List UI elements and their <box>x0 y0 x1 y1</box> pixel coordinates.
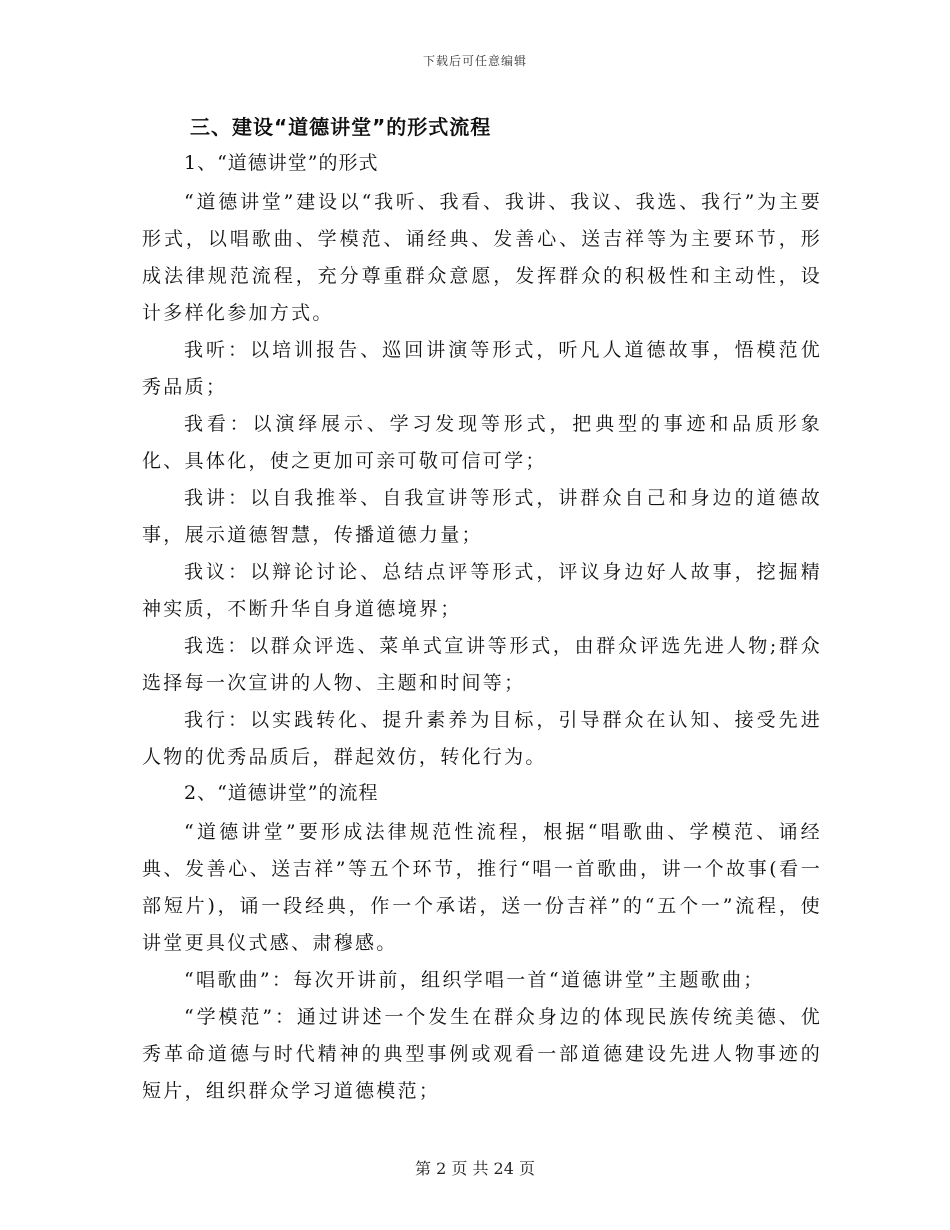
page-footer: 第 2 页 共 24 页 <box>415 1159 535 1178</box>
section2-title: 2、“道德讲堂”的流程 <box>184 782 379 804</box>
paragraph: “道德讲堂”要形成法律规范性流程，根据“唱歌曲、学模范、诵经典、发善心、送吉祥”等五个环节，推行“唱一首歌曲，讲一个故事(看一部短片)，诵一段经典，作一个承诺，送一份吉祥”的“五个一”流程，使讲堂更具仪式感、肃穆感。 <box>142 821 822 954</box>
paragraph: 我选：以群众评选、菜单式宣讲等形式，由群众评选先进人物;群众选择每一次宣讲的人物、主题和时间等； <box>142 635 822 694</box>
paragraph: 我听：以培训报告、巡回讲演等形式，听凡人道德故事，悟模范优秀品质； <box>142 339 822 398</box>
paragraph: 我议：以辩论讨论、总结点评等形式，评议身边好人故事，挖掘精神实质，不断升华自身道德境界； <box>142 561 822 620</box>
document-body <box>142 110 822 1110</box>
paragraph: “唱歌曲”：每次开讲前，组织学唱一首“道德讲堂”主题歌曲； <box>184 969 765 991</box>
section1-title: 1、“道德讲堂”的形式 <box>184 152 379 174</box>
section-heading: 三、建设“道德讲堂”的形式流程 <box>190 115 492 139</box>
paragraph: “道德讲堂”建设以“我听、我看、我讲、我议、我选、我行”为主要形式，以唱歌曲、学模范、诵经典、发善心、送吉祥等为主要环节，形成法律规范流程，充分尊重群众意愿，发挥群众的积极性和主动性，设计多样化参加方式。 <box>142 191 822 324</box>
page-header: 下载后可任意编辑 <box>422 54 527 68</box>
paragraph: 我行：以实践转化、提升素养为目标，引导群众在认知、接受先进人物的优秀品质后，群起效仿，转化行为。 <box>142 709 822 768</box>
paragraph: “学模范”：通过讲述一个发生在群众身边的体现民族传统美德、优秀革命道德与时代精神的典型事例或观看一部道德建设先进人物事迹的短片，组织群众学习道德模范； <box>142 1006 822 1102</box>
paragraph: 我讲：以自我推举、自我宣讲等形式，讲群众自己和身边的道德故事，展示道德智慧，传播道德力量； <box>142 487 822 546</box>
paragraph: 我看：以演绎展示、学习发现等形式，把典型的事迹和品质形象化、具体化，使之更加可亲可敬可信可学； <box>142 413 822 472</box>
